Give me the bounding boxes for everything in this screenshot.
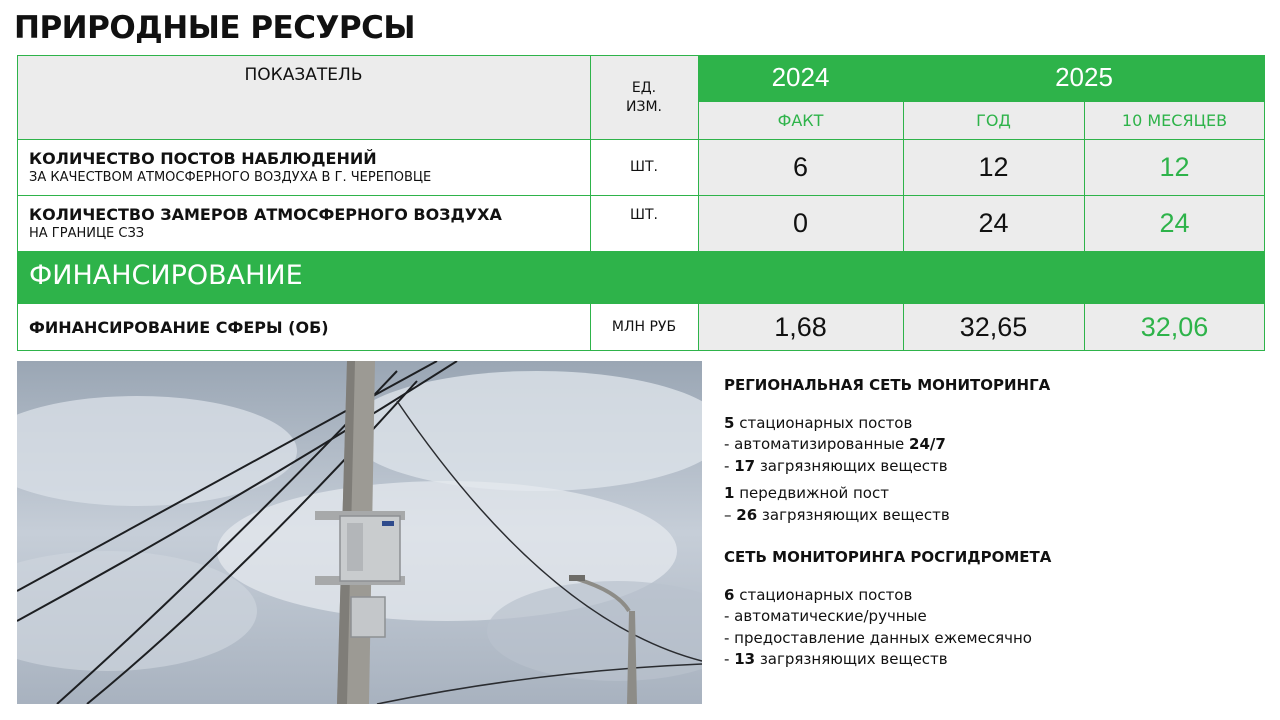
info-line: 1 передвижной пост (724, 484, 889, 502)
subheader-year: ГОД (976, 111, 1011, 130)
financing-value-2024: 1,68 (774, 312, 827, 342)
financing-value-2025-year: 32,65 (959, 312, 1028, 342)
info-line: - автоматизированные 24/7 (724, 435, 946, 453)
grid-line (17, 303, 18, 351)
grid-line (17, 55, 1265, 56)
row-value-2025-10m: 12 (1159, 152, 1190, 182)
info-line: 6 стационарных постов (724, 585, 913, 604)
grid-line (698, 102, 699, 251)
info-line: - автоматические/ручные (724, 607, 927, 625)
subheader-10-months: 10 МЕСЯЦЕВ (1121, 111, 1228, 130)
info-line: 5 стационарных постов (724, 413, 913, 432)
row-subtitle: НА ГРАНИЦЕ СЗЗ (29, 226, 145, 241)
header-indicator: ПОКАЗАТЕЛЬ (244, 65, 363, 85)
grid-line (903, 303, 904, 351)
grid-line (17, 350, 1265, 351)
info-line: - 17 загрязняющих веществ (724, 456, 948, 475)
rosgidromet-network-title: СЕТЬ МОНИТОРИНГА РОСГИДРОМЕТА (724, 548, 1052, 566)
row-value-2024: 6 (792, 152, 809, 182)
grid-line (17, 303, 1265, 304)
grid-line (17, 195, 1265, 196)
info-line: – 26 загрязняющих веществ (724, 505, 950, 524)
row-value-2024: 0 (792, 208, 809, 238)
grid-line (590, 55, 591, 251)
year-2024: 2024 (771, 62, 830, 92)
row-title: КОЛИЧЕСТВО ЗАМЕРОВ АТМОСФЕРНОГО ВОЗДУХА (29, 205, 502, 224)
row-unit: ШТ. (630, 207, 658, 223)
header-unit-line1: ЕД. (631, 80, 657, 96)
financing-row-unit: МЛН РУБ (611, 319, 677, 335)
grid-line (1084, 102, 1085, 251)
header-unit-line2: ИЗМ. (626, 99, 662, 115)
indicators-table (17, 55, 1265, 351)
row-value-2025-year: 24 (978, 208, 1009, 238)
row-title: КОЛИЧЕСТВО ПОСТОВ НАБЛЮДЕНИЙ (29, 149, 377, 168)
grid-line (903, 102, 904, 251)
subheader-fact: ФАКТ (777, 111, 824, 130)
financing-row-label (29, 318, 329, 337)
year-2025: 2025 (1055, 62, 1113, 92)
grid-line (1264, 303, 1265, 351)
grid-line (1084, 303, 1085, 351)
regional-network-title: РЕГИОНАЛЬНАЯ СЕТЬ МОНИТОРИНГА (724, 376, 1051, 394)
row-unit: ШТ. (630, 159, 658, 175)
monitoring-info (724, 375, 1264, 671)
table-row-label (29, 205, 502, 241)
grid-line (590, 303, 591, 351)
info-line: - предоставление данных ежемесячно (724, 628, 1032, 647)
row-value-2025-year: 12 (978, 152, 1009, 182)
monitoring-post-photo (17, 361, 702, 704)
grid-line (1264, 55, 1265, 251)
info-line: - 13 загрязняющих веществ (724, 650, 948, 668)
financing-value-2025-10m: 32,06 (1140, 312, 1209, 342)
grid-line (17, 139, 1265, 140)
page-title: ПРИРОДНЫЕ РЕСУРСЫ (14, 10, 415, 46)
financing-banner: ФИНАНСИРОВАНИЕ (17, 251, 1265, 303)
row-subtitle: ЗА КАЧЕСТВОМ АТМОСФЕРНОГО ВОЗДУХА В Г. ЧЕРЕПОВЦЕ (29, 170, 432, 185)
grid-line (17, 55, 18, 251)
row-value-2025-10m: 24 (1159, 208, 1190, 238)
header-unit (590, 55, 698, 139)
grid-line (698, 303, 699, 351)
table-row-label (29, 149, 431, 185)
financing-row-title: ФИНАНСИРОВАНИЕ СФЕРЫ (ОБ) (29, 318, 329, 337)
